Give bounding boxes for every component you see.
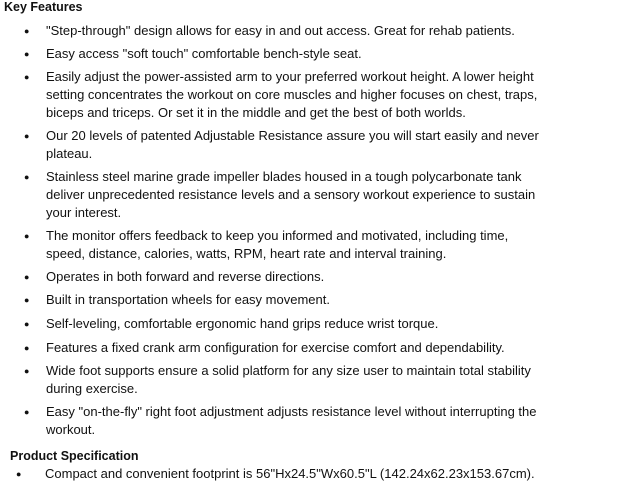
bullet-icon: ● bbox=[24, 72, 30, 82]
bullet-icon: ● bbox=[24, 272, 30, 282]
list-item-text: Stainless steel marine grade impeller blades housed in a tough polycarbonate tank deliver unprecedented resistance levels and a sensory workout experience to sustain your interest. bbox=[46, 169, 536, 220]
key-features-heading: Key Features bbox=[4, 0, 83, 14]
list-item-text: Operates in both forward and reverse directions. bbox=[46, 269, 325, 284]
bullet-icon: ● bbox=[24, 172, 30, 182]
list-item-text: Features a fixed crank arm configuration for exercise comfort and dependability. bbox=[46, 340, 505, 355]
bullet-icon: ● bbox=[24, 343, 30, 353]
list-item-text: Our 20 levels of patented Adjustable Resistance assure you will start easily and never plateau. bbox=[46, 128, 539, 161]
list-item-text: "Step-through" design allows for easy in and out access. Great for rehab patients. bbox=[46, 23, 515, 38]
list-item-text: Built in transportation wheels for easy movement. bbox=[46, 292, 330, 307]
list-item-text: Wide foot supports ensure a solid platform for any size user to maintain total stability during exercise. bbox=[46, 363, 531, 396]
list-item-text: Easy access "soft touch" comfortable bench-style seat. bbox=[46, 46, 362, 61]
list-item-text: The monitor offers feedback to keep you informed and motivated, including time, speed, distance, calories, watts, RPM, heart rate and interval training. bbox=[46, 228, 509, 261]
bullet-icon: ● bbox=[24, 295, 30, 305]
bullet-icon: ● bbox=[24, 319, 30, 329]
product-specification-heading: Product Specification bbox=[10, 449, 139, 463]
list-item-text: Compact and convenient footprint is 56"Hx24.5"Wx60.5"L (142.24x62.23x153.67cm). bbox=[45, 466, 535, 481]
bullet-icon: ● bbox=[24, 231, 30, 241]
list-item-text: Self-leveling, comfortable ergonomic hand grips reduce wrist torque. bbox=[46, 316, 439, 331]
bullet-icon: ● bbox=[24, 49, 30, 59]
bullet-icon: ● bbox=[24, 366, 30, 376]
list-item-text: Easily adjust the power-assisted arm to your preferred workout height. A lower height setting concentrates the workout on core muscles and higher focuses on chest, traps, biceps and triceps. Or set it in the middle and get the best of both worlds. bbox=[46, 69, 538, 120]
list-item-text: Easy "on-the-fly" right foot adjustment adjusts resistance level without interrupting the workout. bbox=[46, 404, 537, 437]
bullet-icon: ● bbox=[24, 131, 30, 141]
bullet-icon: ● bbox=[16, 469, 22, 479]
bullet-icon: ● bbox=[24, 26, 30, 36]
bullet-icon: ● bbox=[24, 407, 30, 417]
